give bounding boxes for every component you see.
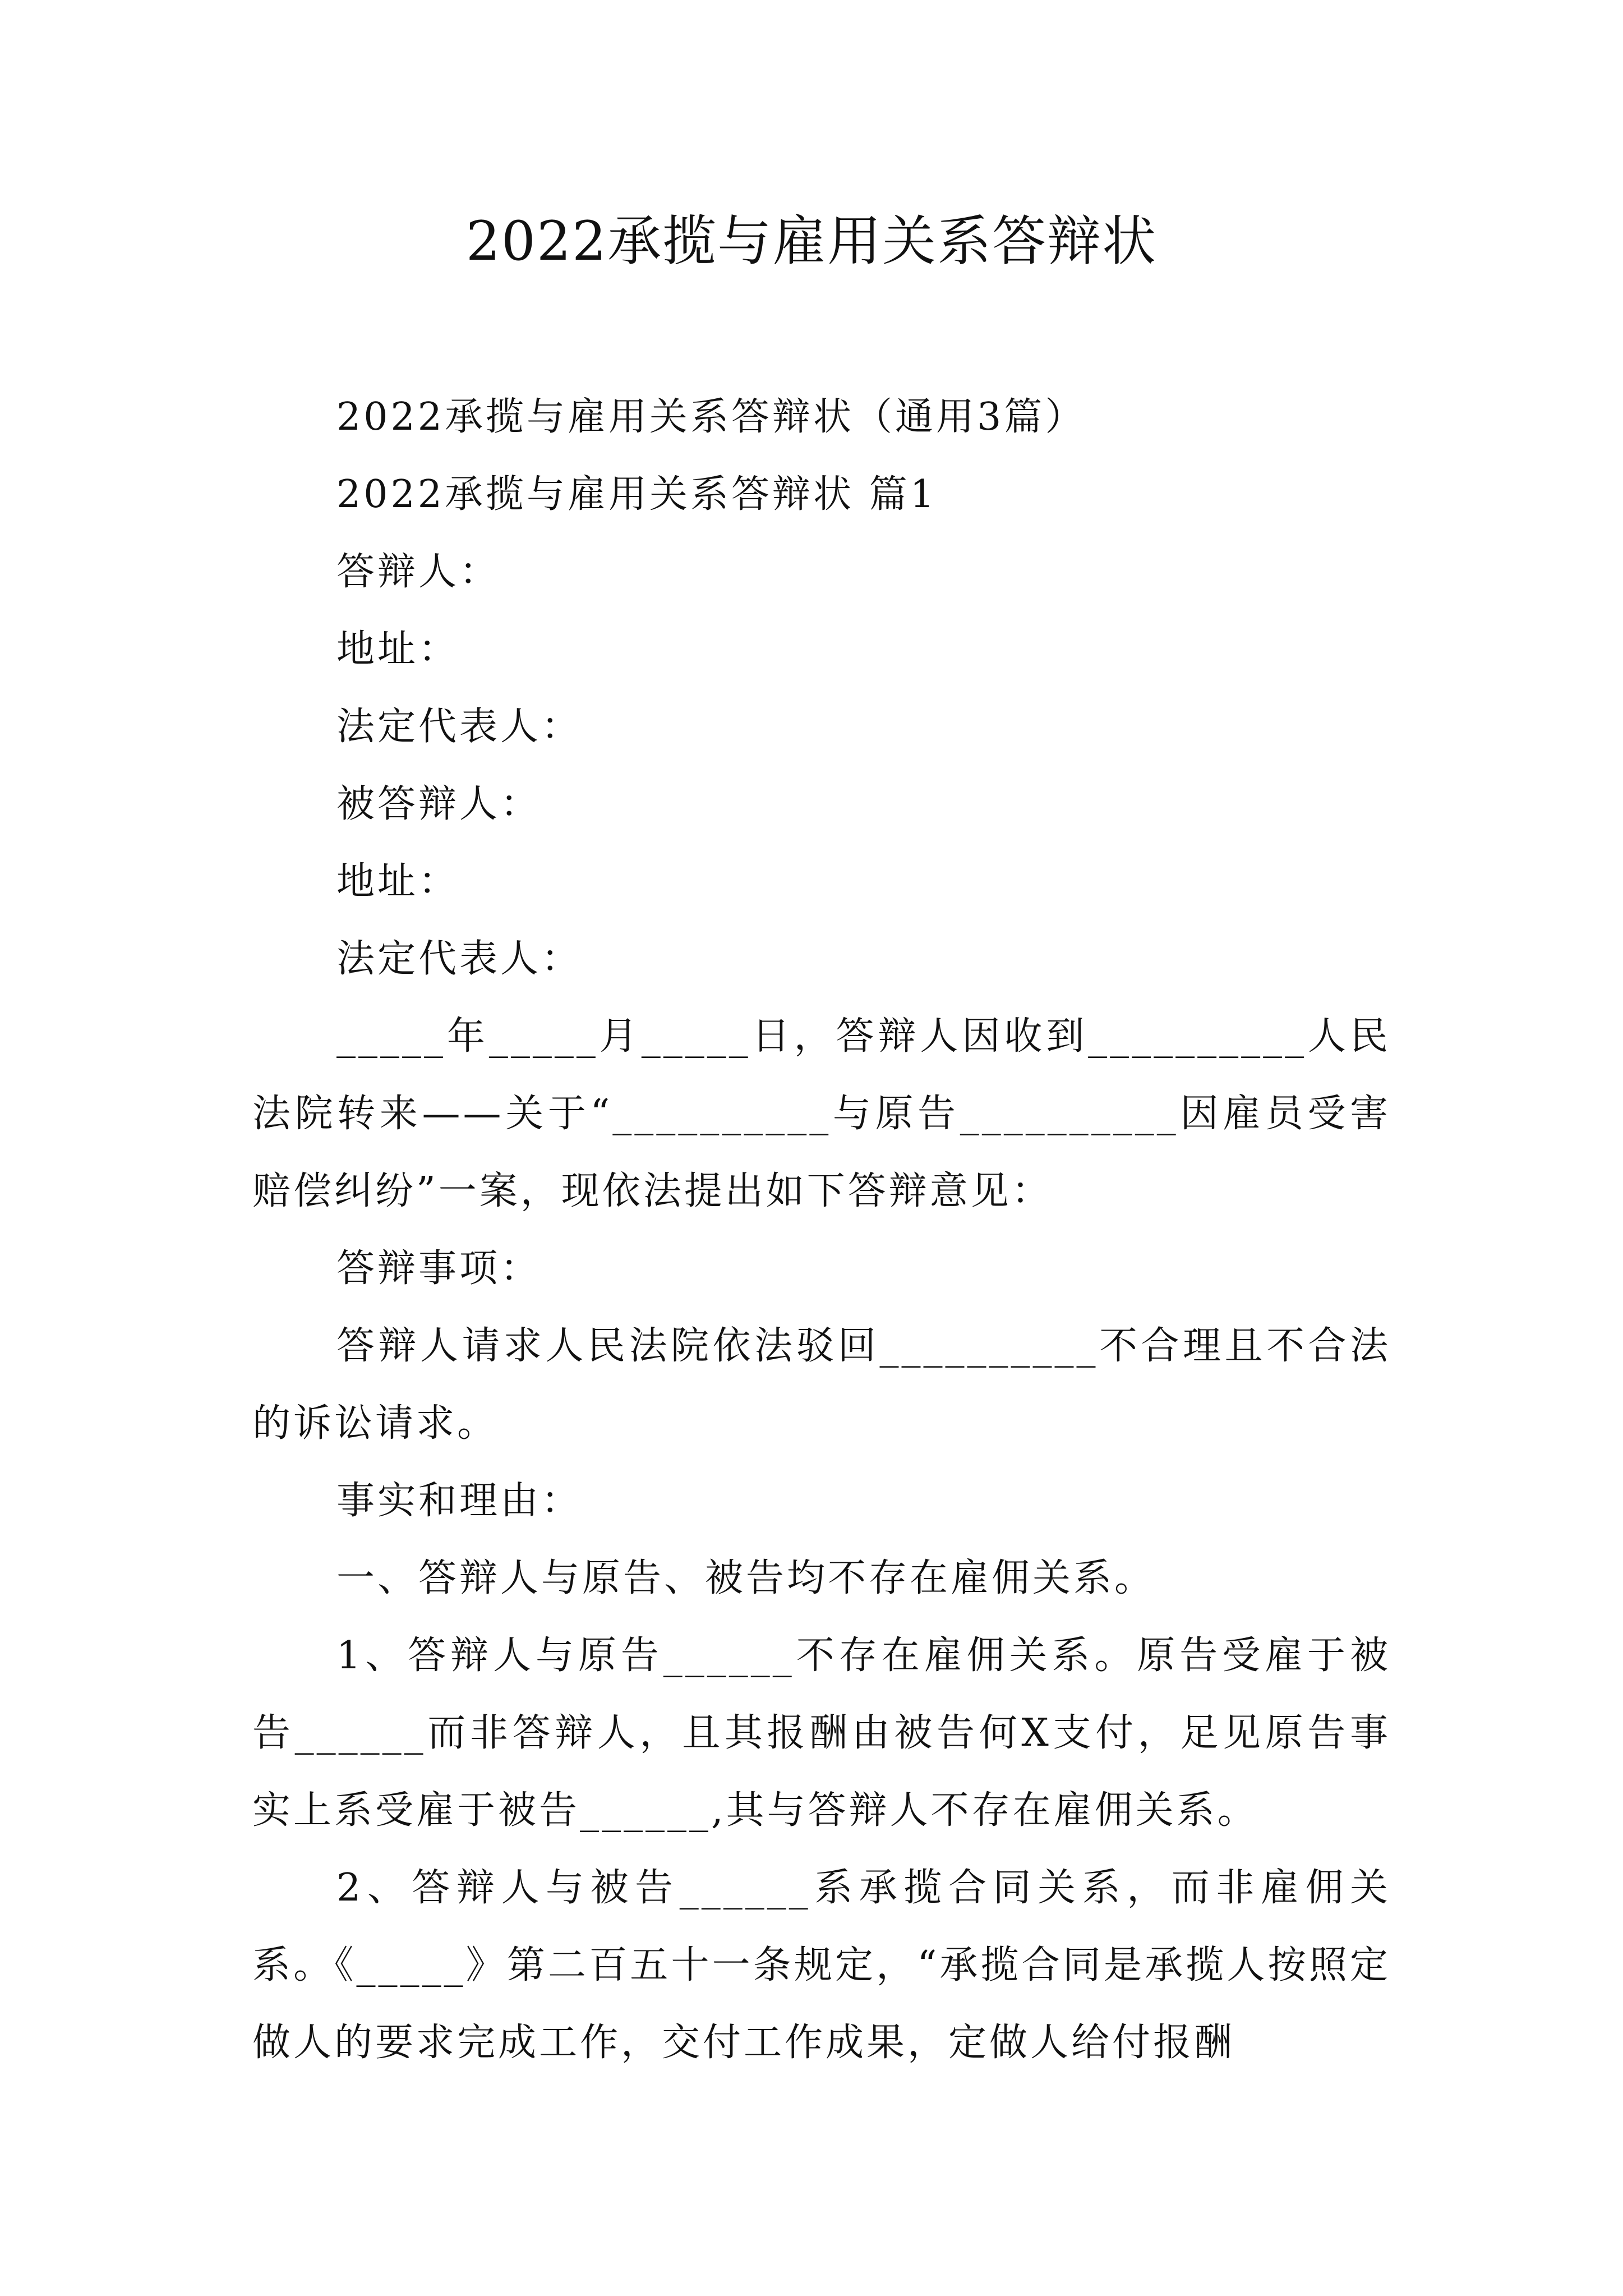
paragraph-intro: _____年_____月_____日，答辩人因收到__________人民法院转来——关于“__________与原告__________因雇员受害赔偿纠纷”一案，现依法提出如下答辩意见： (252, 1014, 1391, 1213)
paragraph-point-one-2: 2、答辩人与被告______系承揽合同关系，而非雇佣关系。《_____》第二百五十一条规定，“承揽合同是承揽人按照定做人的要求完成工作，交付工作成果，定做人给付报酬 (252, 1866, 1391, 2065)
paragraph-defendant-address: 地址： (336, 859, 460, 904)
paragraph-defense-items-heading: 答辩事项： (336, 1246, 542, 1291)
paragraph-facts-heading: 事实和理由： (336, 1479, 583, 1523)
paragraph-respondent-legal-rep: 法定代表人： (336, 705, 583, 749)
paragraph-defendant: 被答辩人： (336, 782, 542, 826)
paragraph-defendant-legal-rep: 法定代表人： (336, 937, 583, 981)
document-title: 2022承揽与雇用关系答辩状 (465, 210, 1158, 273)
paragraph-respondent-address: 地址： (336, 627, 460, 671)
paragraph-point-one-1: 1、答辩人与原告______不存在雇佣关系。原告受雇于被告______而非答辩人，且其报酬由被告何X支付，足见原告事实上系受雇于被告______,其与答辩人不存在雇佣关系。 (252, 1634, 1391, 1833)
paragraph-defense-request: 答辩人请求人民法院依法驳回__________不合理且不合法的诉讼请求。 (252, 1324, 1391, 1446)
paragraph-subtitle: 2022承揽与雇用关系答辩状（通用3篇） (336, 395, 1086, 439)
paragraph-respondent: 答辩人： (336, 550, 501, 594)
paragraph-section-heading: 2022承揽与雇用关系答辩状 篇1 (336, 472, 937, 517)
paragraph-point-one: 一、答辩人与原告、被告均不存在雇佣关系。 (336, 1556, 1156, 1600)
document-body (252, 379, 1391, 2082)
